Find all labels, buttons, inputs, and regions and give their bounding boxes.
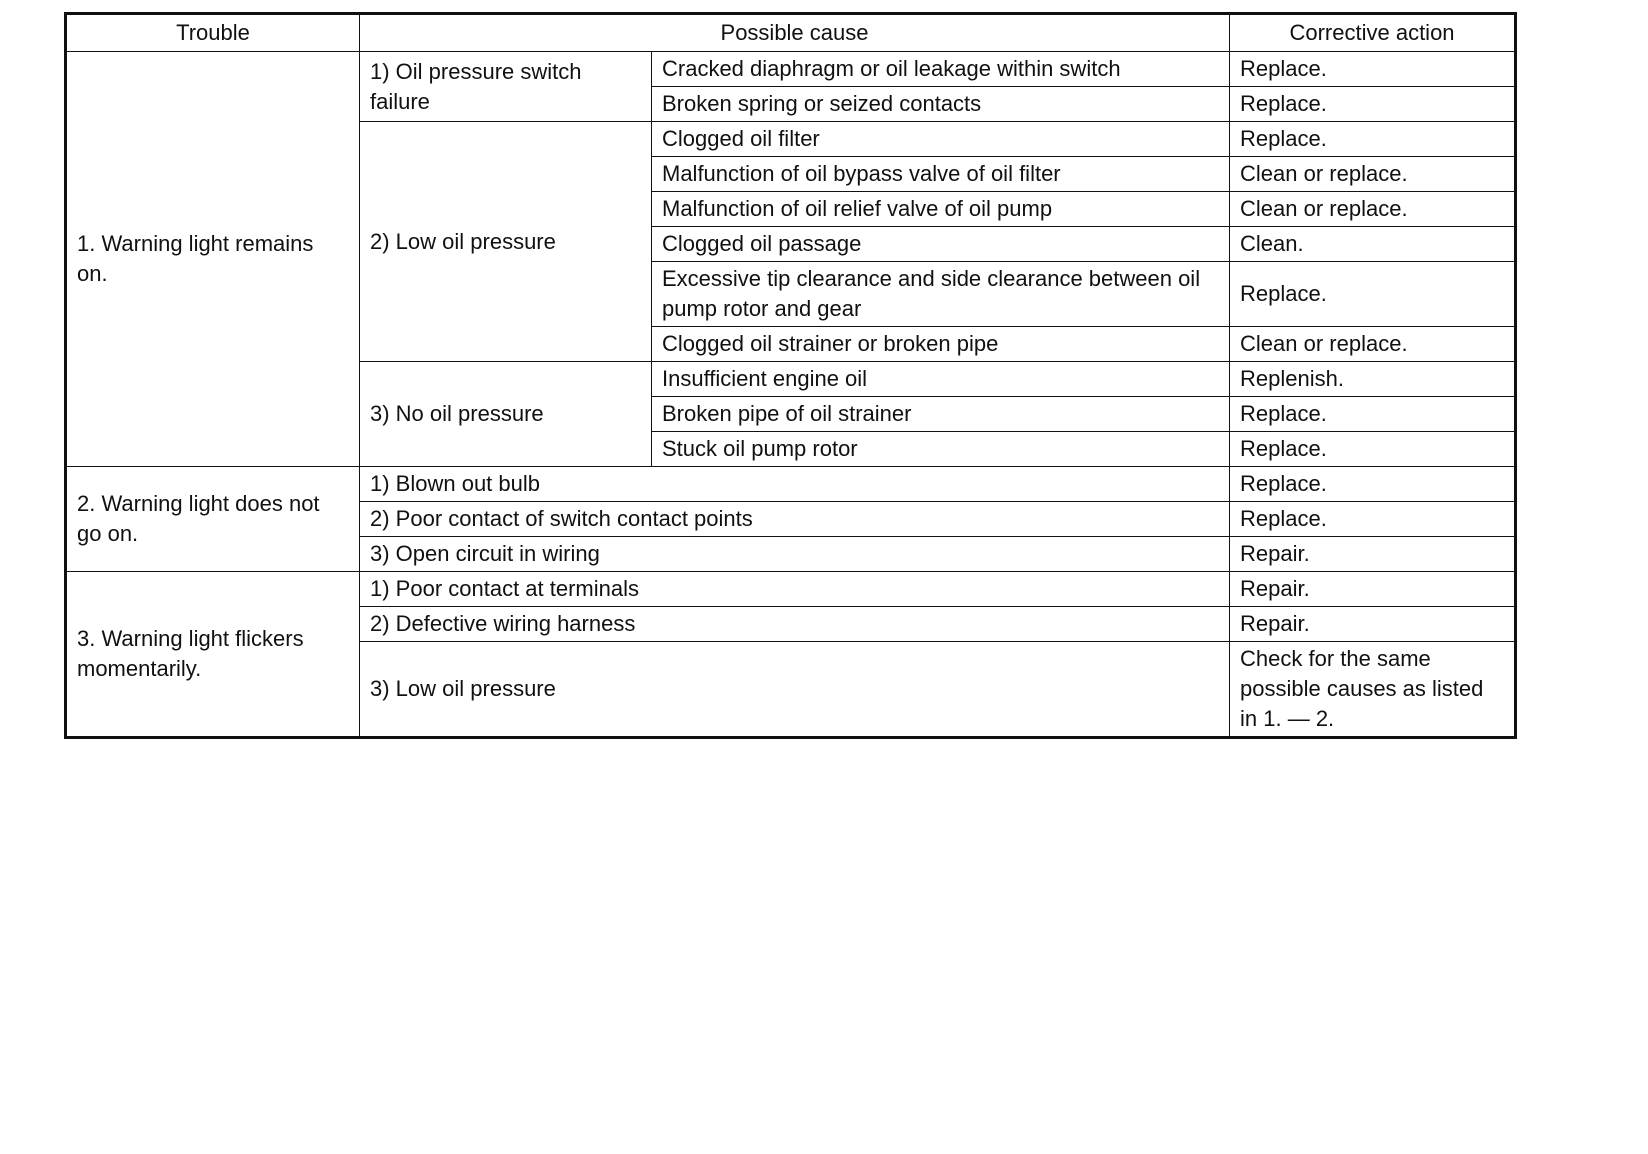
- table-header-row: [66, 14, 1516, 52]
- cause-cell: 2) Low oil pressure: [360, 122, 652, 362]
- action-cell: Repair.: [1230, 537, 1516, 572]
- action-cell: Replenish.: [1230, 362, 1516, 397]
- action-cell: Check for the same possible causes as listed in 1. — 2.: [1230, 642, 1516, 738]
- action-cell: Clean.: [1230, 227, 1516, 262]
- cause-cell: 3) Open circuit in wiring: [360, 537, 1230, 572]
- cause-detail-cell: Broken pipe of oil strainer: [652, 397, 1230, 432]
- action-cell: Clean or replace.: [1230, 327, 1516, 362]
- cause-detail-cell: Stuck oil pump rotor: [652, 432, 1230, 467]
- action-cell: Replace.: [1230, 502, 1516, 537]
- cause-detail-cell: Clogged oil strainer or broken pipe: [652, 327, 1230, 362]
- cause-detail-cell: Clogged oil filter: [652, 122, 1230, 157]
- action-cell: Clean or replace.: [1230, 157, 1516, 192]
- action-cell: Repair.: [1230, 607, 1516, 642]
- action-cell: Replace.: [1230, 432, 1516, 467]
- cause-cell: 3) No oil pressure: [360, 362, 652, 467]
- table-row: [66, 467, 1516, 502]
- cause-detail-cell: Malfunction of oil bypass valve of oil filter: [652, 157, 1230, 192]
- cause-detail-cell: Clogged oil passage: [652, 227, 1230, 262]
- table-row: [66, 52, 1516, 87]
- troubleshooting-document: [64, 12, 1517, 739]
- header-possible-cause: Possible cause: [360, 14, 1230, 52]
- cause-detail-cell: Malfunction of oil relief valve of oil pump: [652, 192, 1230, 227]
- trouble-cell: 1. Warning light remains on.: [66, 52, 360, 467]
- action-cell: Replace.: [1230, 262, 1516, 327]
- header-trouble: Trouble: [66, 14, 360, 52]
- action-cell: Replace.: [1230, 397, 1516, 432]
- cause-cell: 1) Poor contact at terminals: [360, 572, 1230, 607]
- table-row: [66, 572, 1516, 607]
- cause-cell: 2) Poor contact of switch contact points: [360, 502, 1230, 537]
- cause-detail-cell: Cracked diaphragm or oil leakage within switch: [652, 52, 1230, 87]
- action-cell: Replace.: [1230, 87, 1516, 122]
- action-cell: Replace.: [1230, 52, 1516, 87]
- action-cell: Repair.: [1230, 572, 1516, 607]
- action-cell: Clean or replace.: [1230, 192, 1516, 227]
- troubleshooting-table: [64, 12, 1517, 739]
- cause-cell: 3) Low oil pressure: [360, 642, 1230, 738]
- cause-detail-cell: Insufficient engine oil: [652, 362, 1230, 397]
- trouble-cell: 3. Warning light flickers momentarily.: [66, 572, 360, 738]
- header-corrective-action: Corrective action: [1230, 14, 1516, 52]
- trouble-cell: 2. Warning light does not go on.: [66, 467, 360, 572]
- cause-detail-cell: Broken spring or seized contacts: [652, 87, 1230, 122]
- cause-cell: 1) Blown out bulb: [360, 467, 1230, 502]
- action-cell: Replace.: [1230, 467, 1516, 502]
- cause-detail-cell: Excessive tip clearance and side clearance between oil pump rotor and gear: [652, 262, 1230, 327]
- cause-cell: 1) Oil pressure switch failure: [360, 52, 652, 122]
- action-cell: Replace.: [1230, 122, 1516, 157]
- cause-cell: 2) Defective wiring harness: [360, 607, 1230, 642]
